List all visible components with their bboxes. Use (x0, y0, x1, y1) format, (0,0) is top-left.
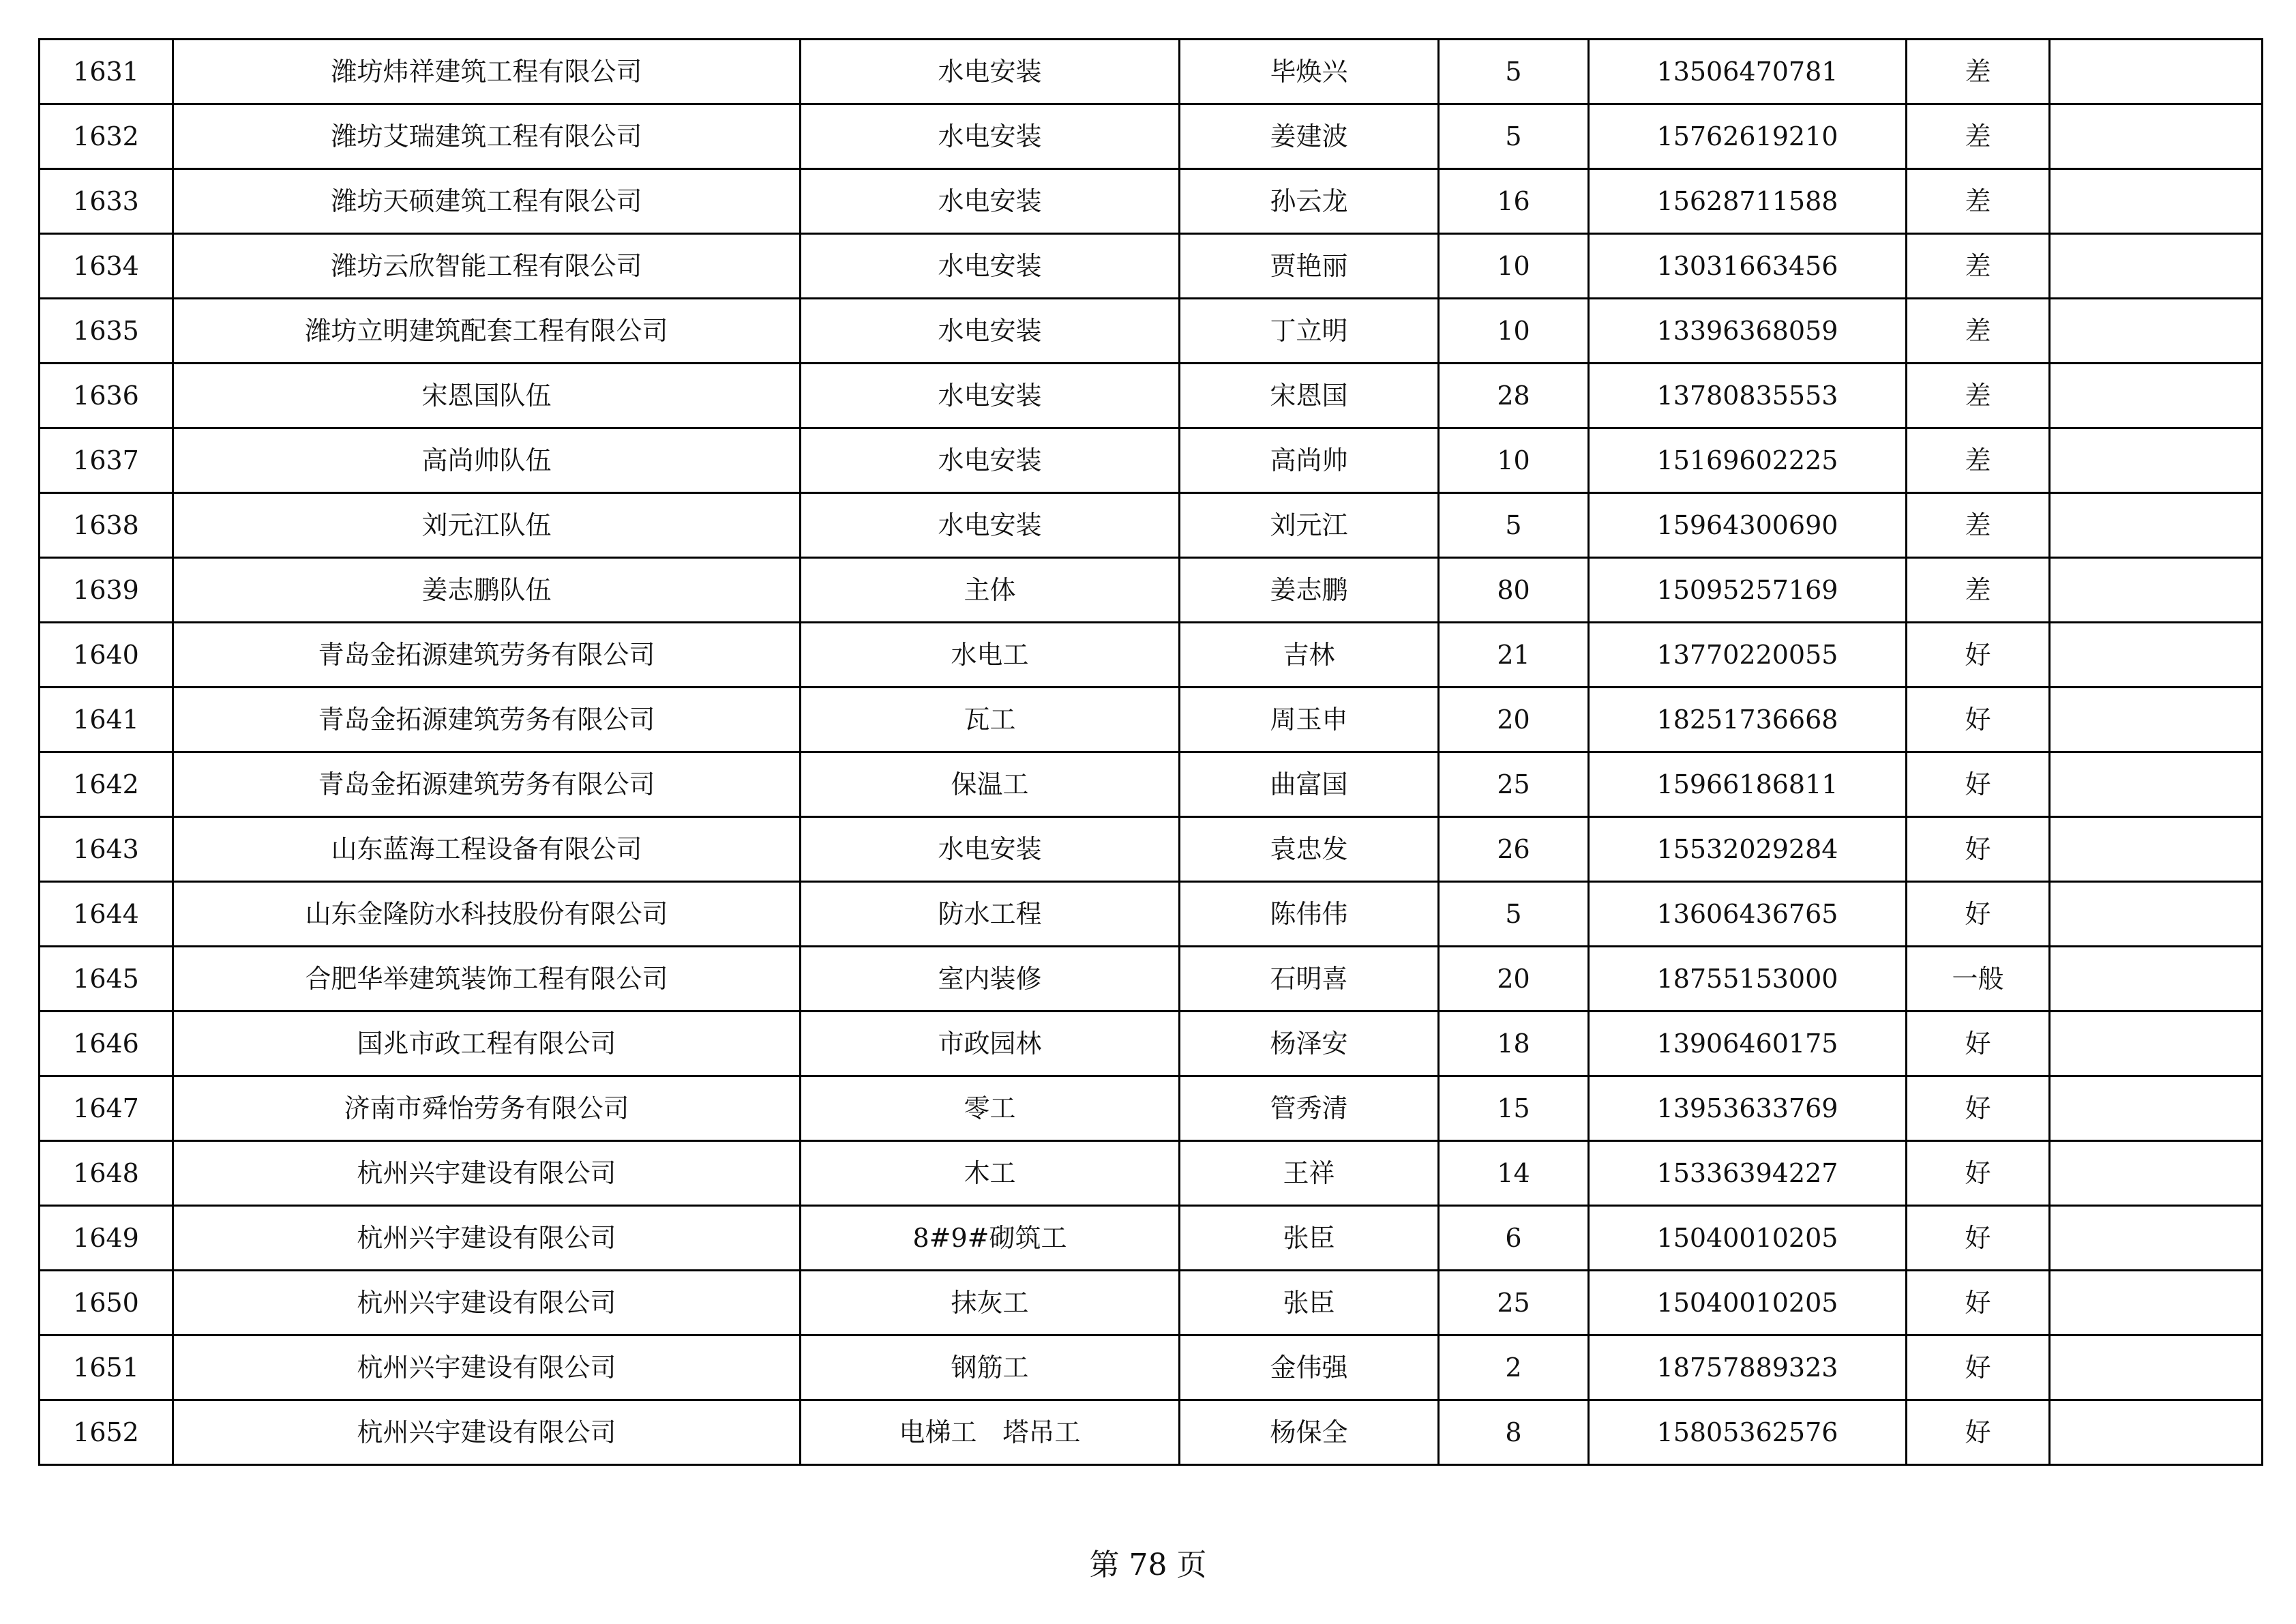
contact-person-cell: 丁立明 (1180, 299, 1439, 364)
rating-cell: 好 (1907, 1400, 2050, 1465)
rating-cell: 差 (1907, 169, 2050, 234)
contact-person-cell: 王祥 (1180, 1141, 1439, 1206)
contact-person-cell: 吉林 (1180, 623, 1439, 688)
contact-person-cell: 刘元江 (1180, 493, 1439, 558)
company-cell: 杭州兴宇建设有限公司 (173, 1206, 801, 1271)
work-type-cell: 零工 (801, 1076, 1180, 1141)
work-type-cell: 市政园林 (801, 1012, 1180, 1076)
row-number-cell: 1640 (40, 623, 173, 688)
rating-cell: 好 (1907, 1335, 2050, 1400)
company-cell: 高尚帅队伍 (173, 428, 801, 493)
rating-cell: 差 (1907, 234, 2050, 299)
phone-cell: 15964300690 (1589, 493, 1907, 558)
work-type-cell: 水电安装 (801, 40, 1180, 104)
remark-cell (2050, 428, 2263, 493)
rating-cell: 好 (1907, 752, 2050, 817)
table-row (40, 234, 2263, 299)
phone-cell: 13780835553 (1589, 364, 1907, 428)
work-type-cell: 木工 (801, 1141, 1180, 1206)
company-cell: 潍坊云欣智能工程有限公司 (173, 234, 801, 299)
company-cell: 潍坊炜祥建筑工程有限公司 (173, 40, 801, 104)
phone-cell: 15532029284 (1589, 817, 1907, 882)
company-cell: 山东蓝海工程设备有限公司 (173, 817, 801, 882)
worker-count-cell: 8 (1439, 1400, 1589, 1465)
phone-cell: 15169602225 (1589, 428, 1907, 493)
row-number-cell: 1641 (40, 688, 173, 752)
company-cell: 杭州兴宇建设有限公司 (173, 1335, 801, 1400)
rating-cell: 好 (1907, 817, 2050, 882)
remark-cell (2050, 752, 2263, 817)
row-number-cell: 1649 (40, 1206, 173, 1271)
company-cell: 青岛金拓源建筑劳务有限公司 (173, 752, 801, 817)
remark-cell (2050, 40, 2263, 104)
contact-person-cell: 姜建波 (1180, 104, 1439, 169)
rating-cell: 好 (1907, 1141, 2050, 1206)
work-type-cell: 水电安装 (801, 169, 1180, 234)
table-row (40, 1335, 2263, 1400)
table-row (40, 882, 2263, 947)
table-row (40, 1076, 2263, 1141)
table-row (40, 1206, 2263, 1271)
work-type-cell: 抹灰工 (801, 1271, 1180, 1335)
rating-cell: 差 (1907, 493, 2050, 558)
company-cell: 杭州兴宇建设有限公司 (173, 1271, 801, 1335)
table-row (40, 947, 2263, 1012)
contact-person-cell: 石明喜 (1180, 947, 1439, 1012)
contact-person-cell: 宋恩国 (1180, 364, 1439, 428)
worker-count-cell: 20 (1439, 688, 1589, 752)
table-row (40, 428, 2263, 493)
company-cell: 刘元江队伍 (173, 493, 801, 558)
contact-person-cell: 张臣 (1180, 1206, 1439, 1271)
phone-cell: 15762619210 (1589, 104, 1907, 169)
work-type-cell: 电梯工 塔吊工 (801, 1400, 1180, 1465)
worker-count-cell: 14 (1439, 1141, 1589, 1206)
rating-cell: 一般 (1907, 947, 2050, 1012)
row-number-cell: 1631 (40, 40, 173, 104)
contact-person-cell: 杨保全 (1180, 1400, 1439, 1465)
worker-count-cell: 5 (1439, 40, 1589, 104)
remark-cell (2050, 169, 2263, 234)
remark-cell (2050, 1076, 2263, 1141)
table-row (40, 493, 2263, 558)
worker-count-cell: 10 (1439, 428, 1589, 493)
rating-cell: 差 (1907, 428, 2050, 493)
worker-count-cell: 28 (1439, 364, 1589, 428)
contact-person-cell: 金伟强 (1180, 1335, 1439, 1400)
row-number-cell: 1635 (40, 299, 173, 364)
phone-cell: 15040010205 (1589, 1206, 1907, 1271)
work-type-cell: 主体 (801, 558, 1180, 623)
company-cell: 青岛金拓源建筑劳务有限公司 (173, 623, 801, 688)
phone-cell: 13396368059 (1589, 299, 1907, 364)
worker-count-cell: 2 (1439, 1335, 1589, 1400)
remark-cell (2050, 234, 2263, 299)
contact-person-cell: 张臣 (1180, 1271, 1439, 1335)
table-row (40, 169, 2263, 234)
contact-person-cell: 姜志鹏 (1180, 558, 1439, 623)
row-number-cell: 1650 (40, 1271, 173, 1335)
phone-cell: 18757889323 (1589, 1335, 1907, 1400)
company-cell: 合肥华举建筑装饰工程有限公司 (173, 947, 801, 1012)
remark-cell (2050, 947, 2263, 1012)
row-number-cell: 1633 (40, 169, 173, 234)
remark-cell (2050, 623, 2263, 688)
row-number-cell: 1652 (40, 1400, 173, 1465)
row-number-cell: 1647 (40, 1076, 173, 1141)
row-number-cell: 1636 (40, 364, 173, 428)
row-number-cell: 1643 (40, 817, 173, 882)
phone-cell: 13953633769 (1589, 1076, 1907, 1141)
company-cell: 杭州兴宇建设有限公司 (173, 1400, 801, 1465)
contact-person-cell: 高尚帅 (1180, 428, 1439, 493)
phone-cell: 13506470781 (1589, 40, 1907, 104)
worker-count-cell: 16 (1439, 169, 1589, 234)
remark-cell (2050, 558, 2263, 623)
remark-cell (2050, 688, 2263, 752)
table-body (40, 40, 2263, 1465)
row-number-cell: 1651 (40, 1335, 173, 1400)
work-type-cell: 室内装修 (801, 947, 1180, 1012)
rating-cell: 好 (1907, 1012, 2050, 1076)
worker-count-cell: 5 (1439, 493, 1589, 558)
worker-count-cell: 10 (1439, 234, 1589, 299)
row-number-cell: 1648 (40, 1141, 173, 1206)
company-cell: 杭州兴宇建设有限公司 (173, 1141, 801, 1206)
rating-cell: 好 (1907, 882, 2050, 947)
remark-cell (2050, 493, 2263, 558)
row-number-cell: 1644 (40, 882, 173, 947)
company-cell: 国兆市政工程有限公司 (173, 1012, 801, 1076)
worker-count-cell: 10 (1439, 299, 1589, 364)
worker-count-cell: 80 (1439, 558, 1589, 623)
worker-count-cell: 25 (1439, 1271, 1589, 1335)
remark-cell (2050, 817, 2263, 882)
rating-cell: 差 (1907, 558, 2050, 623)
table-row (40, 558, 2263, 623)
work-type-cell: 水电安装 (801, 104, 1180, 169)
phone-cell: 15095257169 (1589, 558, 1907, 623)
table-row (40, 817, 2263, 882)
contact-person-cell: 孙云龙 (1180, 169, 1439, 234)
remark-cell (2050, 1271, 2263, 1335)
table-row (40, 1012, 2263, 1076)
table-row (40, 364, 2263, 428)
contact-person-cell: 周玉申 (1180, 688, 1439, 752)
work-type-cell: 水电工 (801, 623, 1180, 688)
remark-cell (2050, 1141, 2263, 1206)
remark-cell (2050, 1400, 2263, 1465)
table-row (40, 688, 2263, 752)
phone-cell: 15966186811 (1589, 752, 1907, 817)
contractor-table (38, 38, 2263, 1466)
company-cell: 潍坊艾瑞建筑工程有限公司 (173, 104, 801, 169)
worker-count-cell: 25 (1439, 752, 1589, 817)
worker-count-cell: 26 (1439, 817, 1589, 882)
company-cell: 宋恩国队伍 (173, 364, 801, 428)
work-type-cell: 瓦工 (801, 688, 1180, 752)
table-row (40, 104, 2263, 169)
row-number-cell: 1637 (40, 428, 173, 493)
rating-cell: 差 (1907, 299, 2050, 364)
work-type-cell: 钢筋工 (801, 1335, 1180, 1400)
table-row (40, 40, 2263, 104)
table-row (40, 752, 2263, 817)
rating-cell: 好 (1907, 623, 2050, 688)
work-type-cell: 水电安装 (801, 299, 1180, 364)
work-type-cell: 水电安装 (801, 817, 1180, 882)
table-row (40, 299, 2263, 364)
table-row (40, 623, 2263, 688)
phone-cell: 15040010205 (1589, 1271, 1907, 1335)
remark-cell (2050, 1206, 2263, 1271)
remark-cell (2050, 1335, 2263, 1400)
phone-cell: 18755153000 (1589, 947, 1907, 1012)
phone-cell: 13031663456 (1589, 234, 1907, 299)
table-row (40, 1400, 2263, 1465)
worker-count-cell: 15 (1439, 1076, 1589, 1141)
contact-person-cell: 管秀清 (1180, 1076, 1439, 1141)
contact-person-cell: 陈伟伟 (1180, 882, 1439, 947)
phone-cell: 15805362576 (1589, 1400, 1907, 1465)
remark-cell (2050, 1012, 2263, 1076)
phone-cell: 15628711588 (1589, 169, 1907, 234)
company-cell: 潍坊天硕建筑工程有限公司 (173, 169, 801, 234)
row-number-cell: 1634 (40, 234, 173, 299)
row-number-cell: 1646 (40, 1012, 173, 1076)
worker-count-cell: 5 (1439, 104, 1589, 169)
row-number-cell: 1638 (40, 493, 173, 558)
work-type-cell: 防水工程 (801, 882, 1180, 947)
phone-cell: 13906460175 (1589, 1012, 1907, 1076)
work-type-cell: 保温工 (801, 752, 1180, 817)
contact-person-cell: 毕焕兴 (1180, 40, 1439, 104)
contact-person-cell: 曲富国 (1180, 752, 1439, 817)
work-type-cell: 水电安装 (801, 234, 1180, 299)
contact-person-cell: 贾艳丽 (1180, 234, 1439, 299)
company-cell: 青岛金拓源建筑劳务有限公司 (173, 688, 801, 752)
table-row (40, 1141, 2263, 1206)
phone-cell: 13606436765 (1589, 882, 1907, 947)
remark-cell (2050, 299, 2263, 364)
remark-cell (2050, 882, 2263, 947)
work-type-cell: 水电安装 (801, 493, 1180, 558)
company-cell: 山东金隆防水科技股份有限公司 (173, 882, 801, 947)
company-cell: 潍坊立明建筑配套工程有限公司 (173, 299, 801, 364)
company-cell: 姜志鹏队伍 (173, 558, 801, 623)
remark-cell (2050, 104, 2263, 169)
rating-cell: 好 (1907, 1076, 2050, 1141)
rating-cell: 差 (1907, 40, 2050, 104)
remark-cell (2050, 364, 2263, 428)
work-type-cell: 水电安装 (801, 364, 1180, 428)
worker-count-cell: 20 (1439, 947, 1589, 1012)
phone-cell: 15336394227 (1589, 1141, 1907, 1206)
table-row (40, 1271, 2263, 1335)
phone-cell: 18251736668 (1589, 688, 1907, 752)
phone-cell: 13770220055 (1589, 623, 1907, 688)
row-number-cell: 1639 (40, 558, 173, 623)
contact-person-cell: 袁忠发 (1180, 817, 1439, 882)
rating-cell: 好 (1907, 1206, 2050, 1271)
row-number-cell: 1642 (40, 752, 173, 817)
work-type-cell: 8#9#砌筑工 (801, 1206, 1180, 1271)
worker-count-cell: 5 (1439, 882, 1589, 947)
contact-person-cell: 杨泽安 (1180, 1012, 1439, 1076)
company-cell: 济南市舜怡劳务有限公司 (173, 1076, 801, 1141)
rating-cell: 差 (1907, 104, 2050, 169)
rating-cell: 差 (1907, 364, 2050, 428)
page-number: 第 78 页 (1089, 1548, 1207, 1582)
worker-count-cell: 6 (1439, 1206, 1589, 1271)
row-number-cell: 1645 (40, 947, 173, 1012)
worker-count-cell: 21 (1439, 623, 1589, 688)
row-number-cell: 1632 (40, 104, 173, 169)
work-type-cell: 水电安装 (801, 428, 1180, 493)
worker-count-cell: 18 (1439, 1012, 1589, 1076)
rating-cell: 好 (1907, 1271, 2050, 1335)
rating-cell: 好 (1907, 688, 2050, 752)
